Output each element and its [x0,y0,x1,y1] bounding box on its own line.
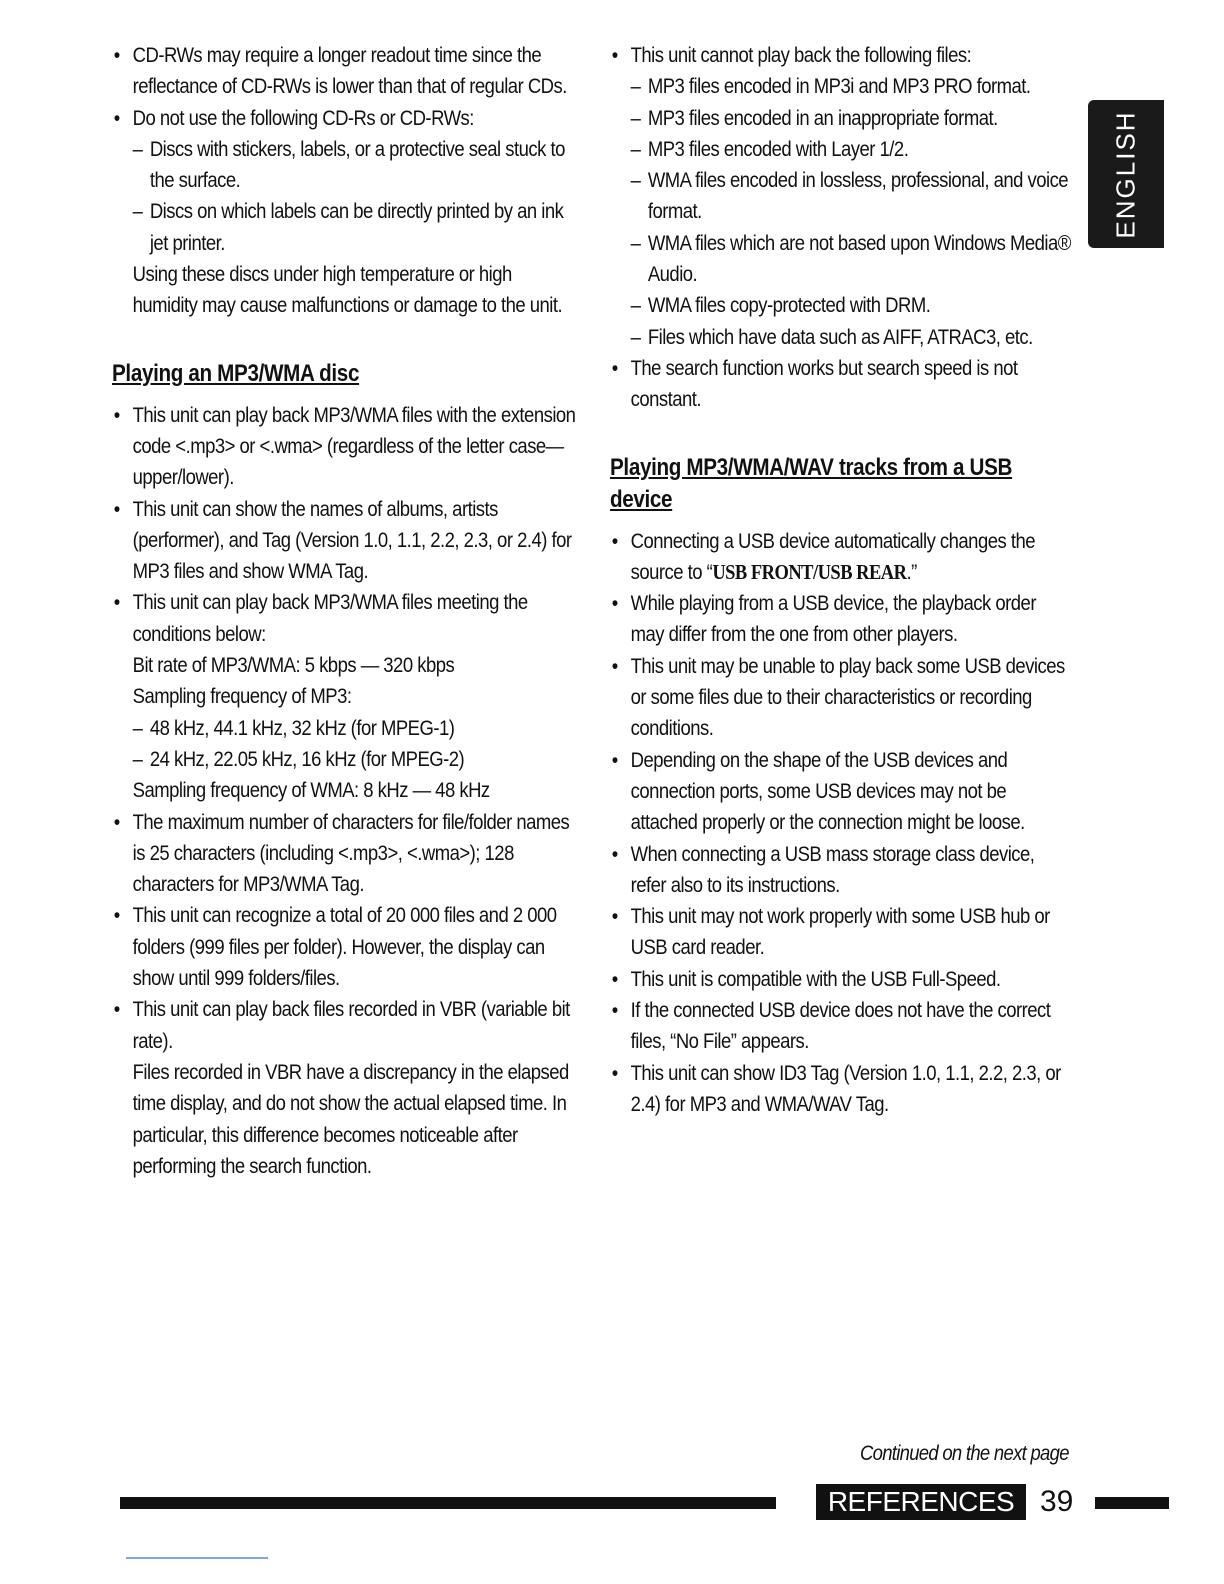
list-item-text: Do not use the following CD-Rs or CD-RWs: [132,105,474,130]
section-heading-usb: Playing MP3/WMA/WAV tracks from a USB device [610,453,1013,513]
usb-list [610,526,1073,1121]
sampling-wma-line: Sampling frequency of WMA: 8 kHz — 48 kHz [132,778,490,803]
list-item [610,526,1073,589]
list-item-text: This unit can play back files recorded in VBR (variable bit rate). [132,997,570,1053]
sub-item: – MP3 files encoded with Layer 1/2. [631,134,1073,165]
sub-item: – WMA files copy-protected with DRM. [631,290,1073,321]
sub-item: – Files which have data such as AIFF, ATRAC3, etc. [631,322,1073,353]
sub-item: – Discs on which labels can be directly printed by an ink jet printer. [133,196,581,259]
sub-list [631,71,1073,353]
list-item: • While playing from a USB device, the playback order may differ from the one from other players. [610,588,1073,651]
list-item [112,900,581,994]
unsupported-files-list [610,40,1073,416]
list-item: • If the connected USB device does not have the correct files, “No File” appears. [610,995,1073,1058]
page-number: 39 [1040,1485,1074,1518]
list-item: • When connecting a USB mass storage class device, refer also to its instructions. [610,839,1073,902]
usb-source-prefix: Connecting a USB device automatically changes the source to “ [630,528,1035,584]
section-heading-mp3-wma: Playing an MP3/WMA disc [112,359,360,387]
list-item-text: This unit can show the names of albums, artists (performer), and Tag (Version 1.0, 1.1, 2.2, 2.3, or 2.4) for MP3 files and show WMA Tag. [132,496,572,584]
list-item [112,494,581,588]
right-column [610,40,1072,1120]
list-item-text: CD-RWs may require a longer readout time since the reflectance of CD-RWs is lower than that of regular CDs. [132,43,567,99]
list-item [112,103,581,322]
list-item [112,40,581,103]
list-item-text: This unit can play back MP3/WMA files with the extension code <.mp3> or <.wma> (regardless of the letter case—upper/lower). [132,402,576,490]
list-item-text: This unit cannot play back the following files: [630,43,972,67]
list-item [112,587,581,806]
sampling-mp3-line: Sampling frequency of MP3: [132,684,352,709]
list-item-text: The search function works but search speed is not constant. [630,355,1018,412]
sub-item: – 48 kHz, 44.1 kHz, 32 kHz (for MPEG-1) [133,713,581,744]
list-item: • This unit may not work properly with some USB hub or USB card reader. [610,901,1073,964]
mp3-wma-list [112,400,581,1182]
list-item [112,400,581,494]
left-column [112,40,582,1182]
list-item-text: This unit can play back MP3/WMA files meeting the conditions below: [132,590,528,646]
sub-item: – 24 kHz, 22.05 kHz, 16 kHz (for MPEG-2) [133,744,581,775]
sub-item: – Discs with stickers, labels, or a protective seal stuck to the surface. [133,134,581,197]
sub-item: – WMA files which are not based upon Windows Media® Audio. [631,228,1073,291]
continued-note: Continued on the next page [860,1442,1069,1465]
disc-notes-list [112,40,581,322]
sub-item: – WMA files encoded in lossless, professional, and voice format. [631,165,1073,228]
language-tab-label: ENGLISH [1110,109,1141,239]
sub-list [133,713,581,776]
footer-rule-right [1095,1497,1169,1509]
list-item: • This unit can show ID3 Tag (Version 1.0, 1.1, 2.2, 2.3, or 2.4) for MP3 and WMA/WAV Tag. [610,1058,1073,1121]
footer-rule-left [120,1497,776,1509]
list-item-text: The maximum number of characters for file/folder names is 25 characters (including <.mp3>, <.wma>); 128 characters for MP3/WMA Tag. [132,809,570,897]
note-text: Files recorded in VBR have a discrepancy in the elapsed time display, and do not show the actual elapsed time. In particular, this difference becomes noticeable after performing the search function. [132,1059,569,1178]
list-item: • This unit is compatible with the USB Full-Speed. [610,964,1073,995]
list-item: • This unit may be unable to play back some USB devices or some files due to their characteristics or recording conditions. [610,651,1073,745]
bit-rate-line: Bit rate of MP3/WMA: 5 kbps — 320 kbps [132,653,455,678]
sub-item: – MP3 files encoded in an inappropriate format. [631,103,1073,134]
list-item [610,40,1073,353]
sub-item: – MP3 files encoded in MP3i and MP3 PRO format. [631,71,1073,102]
note-text: Using these discs under high temperature or high humidity may cause malfunctions or damage to the unit. [132,262,563,318]
list-item: • Depending on the shape of the USB devices and connection ports, some USB devices may not be attached properly or the connection might be loose. [610,745,1073,839]
list-item [112,994,581,1182]
section-label: REFERENCES [816,1484,1026,1520]
list-item [610,353,1073,416]
usb-source-suffix: .” [906,559,917,584]
scan-artifact-line [126,1557,268,1559]
list-item-text: This unit can recognize a total of 20 000 files and 2 000 folders (999 files per folder). However, the display can show until 999 folders/files. [132,903,557,991]
language-tab [1088,100,1164,248]
sub-list [133,134,581,259]
list-item [112,807,581,901]
usb-source-name: USB FRONT/USB REAR [712,559,907,584]
